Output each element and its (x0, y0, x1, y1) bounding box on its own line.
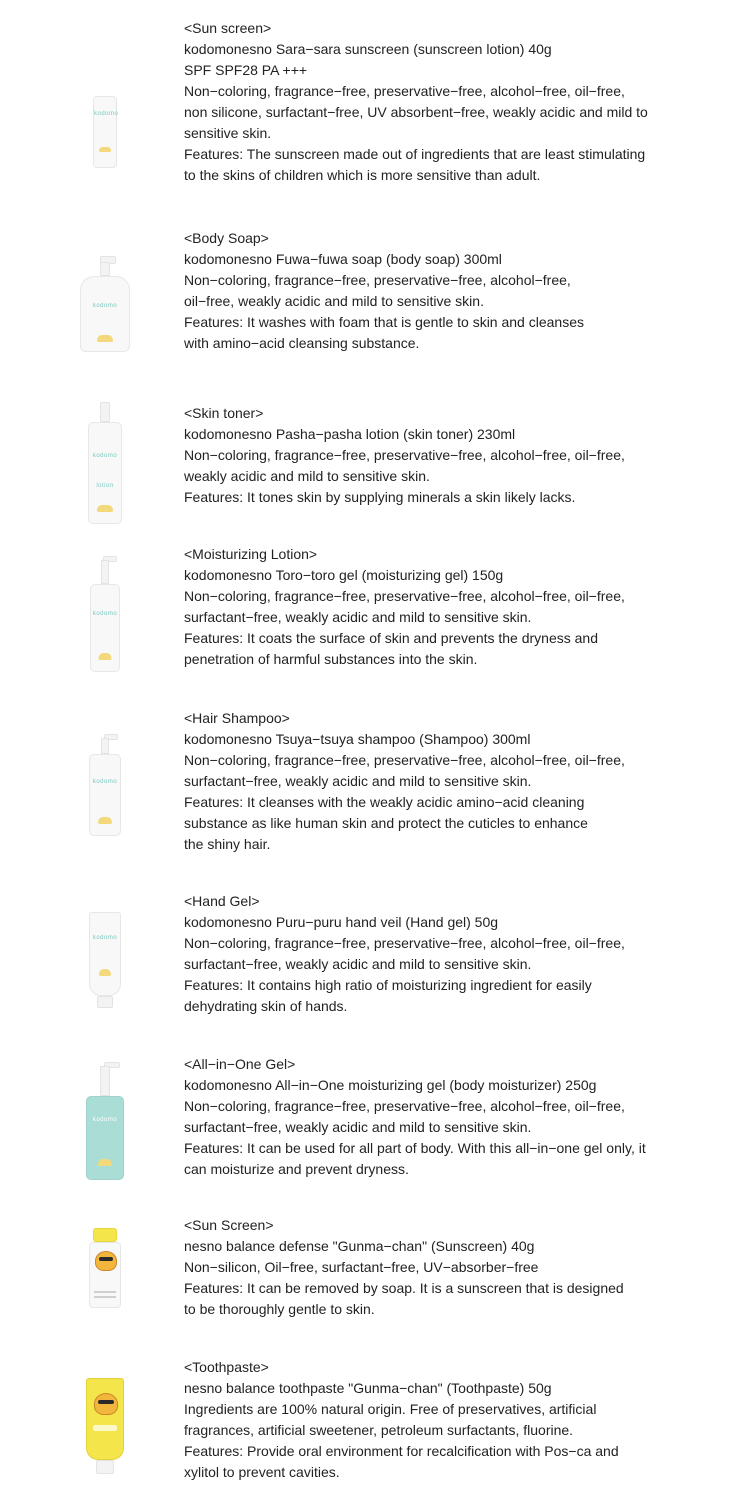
product-line: nesno balance defense "Gunma−chan" (Sunscreen) 40g (184, 1238, 535, 1254)
product-image (70, 1228, 140, 1308)
product-line: SPF SPF28 PA +++ (184, 62, 308, 78)
brand-mark: kodomo (92, 935, 118, 941)
brand-mark: kodomo (92, 611, 118, 617)
product-line: surfactant−free, weakly acidic and mild to sensitive skin. (184, 1119, 532, 1135)
product-line: fragrances, artificial sweetener, petroleum surfactants, fluorine. (184, 1422, 574, 1438)
product-image (70, 912, 140, 1008)
product-description (184, 403, 704, 508)
product-description (184, 228, 704, 354)
product-line: Non−coloring, fragrance−free, preservative−free, alcohol−free, oil−free, (184, 588, 625, 604)
product-line: weakly acidic and mild to sensitive skin. (184, 468, 430, 484)
product-line: kodomonesno Sara−sara sunscreen (sunscreen lotion) 40g (184, 41, 552, 57)
product-line: Non−coloring, fragrance−free, preservative−free, alcohol−free, oil−free, (184, 447, 625, 463)
product-line: can moisturize and prevent dryness. (184, 1161, 409, 1177)
product-heading: <Moisturizing Lotion> (184, 546, 318, 562)
product-description (184, 544, 704, 670)
brand-mark: kodomo (92, 453, 118, 459)
product-heading: <Skin toner> (184, 405, 264, 421)
brand-mark: kodomo (92, 779, 118, 785)
product-heading: <Hair Shampoo> (184, 710, 290, 726)
product-line: Features: Provide oral environment for recalcification with Pos−ca and (184, 1443, 619, 1459)
product-line: kodomonesno Tsuya−tsuya shampoo (Shampoo) 300ml (184, 731, 531, 747)
product-description (184, 708, 704, 855)
hand-gel-tube-icon (89, 912, 121, 996)
product-line: kodomonesno Pasha−pasha lotion (skin toner) 230ml (184, 426, 516, 442)
product-image (70, 96, 140, 168)
gel-bottle-icon (90, 584, 120, 672)
product-image (70, 556, 140, 672)
product-line: Non−silicon, Oil−free, surfactant−free, UV−absorber−free (184, 1259, 539, 1275)
product-line: Features: The sunscreen made out of ingredients that are least stimulating (184, 146, 646, 162)
product-description (184, 1357, 704, 1483)
brand-mark: kodomo (94, 111, 119, 117)
product-heading: <Body Soap> (184, 230, 269, 246)
shampoo-bottle-icon (89, 754, 121, 836)
product-heading: <Hand Gel> (184, 893, 260, 909)
product-line: xylitol to prevent cavities. (184, 1464, 340, 1480)
toothpaste-tube-icon (86, 1378, 124, 1460)
product-line: surfactant−free, weakly acidic and mild to sensitive skin. (184, 773, 532, 789)
product-line: oil−free, weakly acidic and mild to sensitive skin. (184, 293, 484, 309)
product-description (184, 18, 704, 186)
product-line: Ingredients are 100% natural origin. Free of preservatives, artificial (184, 1401, 597, 1417)
product-line: kodomonesno Puru−puru hand veil (Hand gel) 50g (184, 914, 499, 930)
product-line: Features: It washes with foam that is gentle to skin and cleanses (184, 314, 584, 330)
product-heading: <Sun Screen> (184, 1217, 274, 1233)
product-image (70, 734, 140, 836)
product-image (70, 1378, 140, 1474)
product-line: with amino−acid cleansing substance. (184, 335, 420, 351)
product-line: kodomonesno All−in−One moisturizing gel (body moisturizer) 250g (184, 1077, 597, 1093)
product-heading: <Toothpaste> (184, 1359, 269, 1375)
product-line: penetration of harmful substances into the skin. (184, 651, 478, 667)
product-line: Features: It can be removed by soap. It is a sunscreen that is designed (184, 1280, 624, 1296)
product-line: Non−coloring, fragrance−free, preservative−free, alcohol−free, oil−free, (184, 935, 625, 951)
product-description (184, 1215, 704, 1320)
product-line: Non−coloring, fragrance−free, preservative−free, alcohol−free, (184, 272, 571, 288)
product-line: kodomonesno Fuwa−fuwa soap (body soap) 300ml (184, 251, 502, 267)
product-line: kodomonesno Toro−toro gel (moisturizing gel) 150g (184, 567, 504, 583)
product-line: the shiny hair. (184, 836, 271, 852)
product-line: Non−coloring, fragrance−free, preservative−free, alcohol−free, oil−free, (184, 752, 625, 768)
product-line: Non−coloring, fragrance−free, preservative−free, alcohol−free, oil−free, (184, 1098, 625, 1114)
brand-mark: kodomo (92, 303, 118, 309)
all-in-one-bottle-icon (86, 1096, 124, 1180)
product-line: surfactant−free, weakly acidic and mild to sensitive skin. (184, 956, 532, 972)
product-line: nesno balance toothpaste "Gunma−chan" (Toothpaste) 50g (184, 1380, 552, 1396)
product-line: Features: It can be used for all part of body. With this all−in−one gel only, it (184, 1140, 646, 1156)
product-line: Features: It tones skin by supplying minerals a skin likely lacks. (184, 489, 576, 505)
product-description (184, 891, 704, 1017)
product-line: surfactant−free, weakly acidic and mild to sensitive skin. (184, 609, 532, 625)
foam-bottle-icon (80, 276, 130, 352)
product-line: to be thoroughly gentle to skin. (184, 1301, 375, 1317)
product-line: Features: It coats the surface of skin and prevents the dryness and (184, 630, 599, 646)
product-heading: <Sun screen> (184, 20, 272, 36)
product-image (70, 402, 140, 524)
product-image (70, 1062, 140, 1180)
product-line: Non−coloring, fragrance−free, preservative−free, alcohol−free, oil−free, (184, 83, 625, 99)
product-line: sensitive skin. (184, 125, 272, 141)
product-line: dehydrating skin of hands. (184, 998, 348, 1014)
sunscreen-bottle-icon (93, 96, 117, 168)
product-line: to the skins of children which is more sensitive than adult. (184, 167, 541, 183)
product-description (184, 1054, 704, 1180)
brand-mark: kodomo (92, 1117, 118, 1123)
toner-bottle-icon: kodomo lotion (88, 422, 122, 524)
gunma-sunscreen-bottle-icon (89, 1242, 121, 1308)
product-line: Features: It contains high ratio of moisturizing ingredient for easily (184, 977, 592, 993)
product-heading: <All−in−One Gel> (184, 1056, 296, 1072)
product-line: non silicone, surfactant−free, UV absorbent−free, weakly acidic and mild to (184, 104, 648, 120)
product-line: Features: It cleanses with the weakly acidic amino−acid cleaning (184, 794, 585, 810)
product-image (70, 256, 140, 352)
product-line: substance as like human skin and protect the cuticles to enhance (184, 815, 588, 831)
